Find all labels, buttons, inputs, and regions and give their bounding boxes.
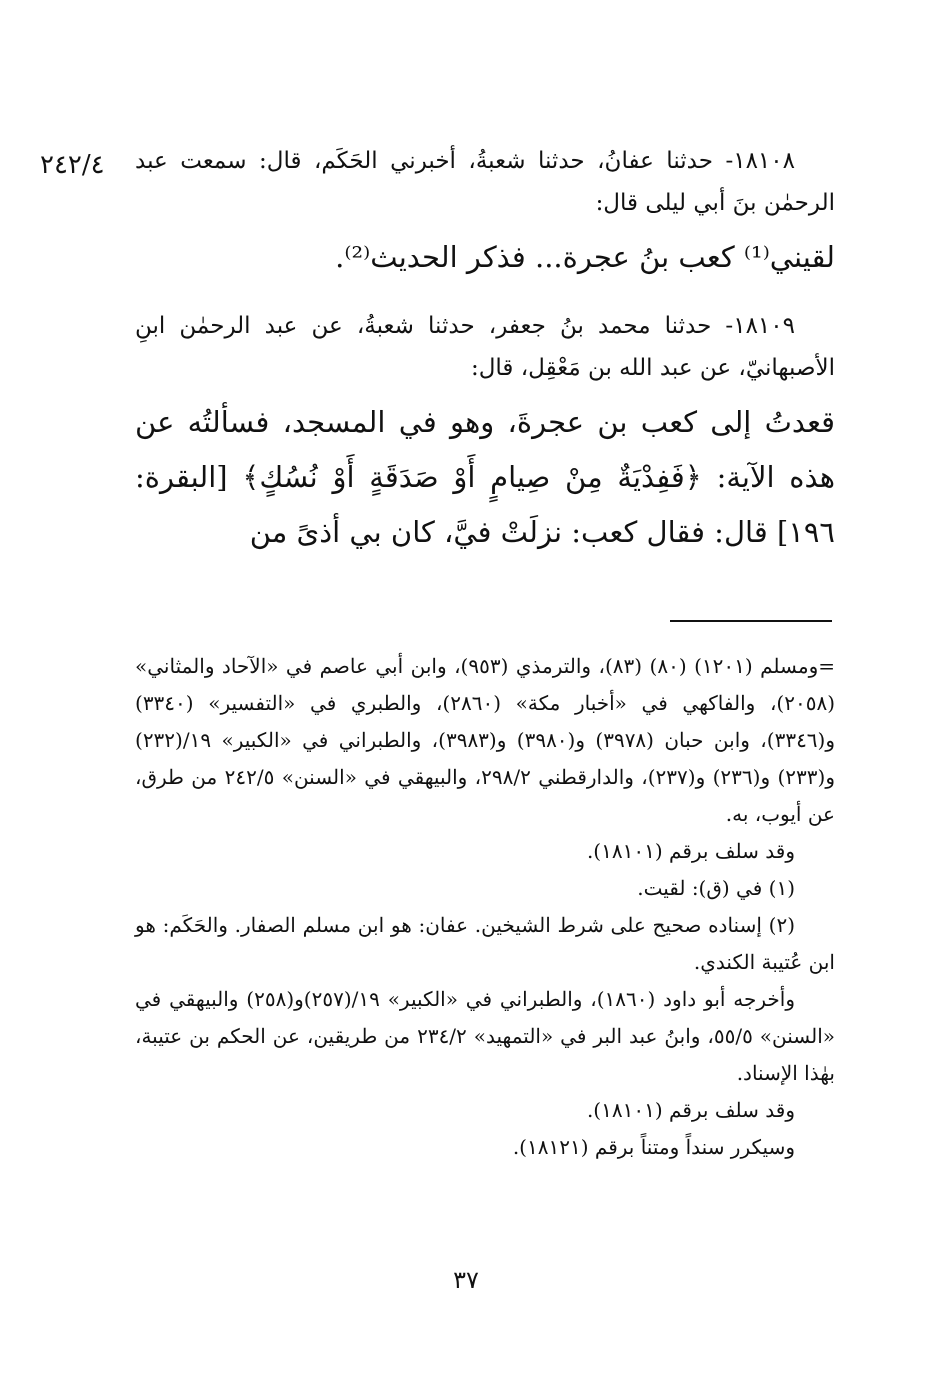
margin-reference: ٢٤٢/٤ xyxy=(40,150,105,180)
footnote-separator xyxy=(670,620,832,622)
hadith-18109-matn xyxy=(135,395,835,560)
hadith-18108-matn: لقيني⁽¹⁾ كعب بنُ عجرة... فذكر الحديث⁽²⁾. xyxy=(335,240,835,274)
footnote-2-prev-reference: وقد سلف برقم (١٨١٠١). xyxy=(586,1098,795,1122)
footnote-2-repeat-reference: وسيكرر سنداً ومتناً برقم (١٨١٢١). xyxy=(512,1135,795,1159)
footnotes xyxy=(135,648,835,1166)
footnote-prev-reference: وقد سلف برقم (١٨١٠١). xyxy=(586,839,795,863)
footnote-continuation: =ومسلم (١٢٠١) (٨٠) (٨٣)، والترمذي (٩٥٣)، وابن أبي عاصم في «الآحاد والمثاني» (٢٠٥٨)، والفاكهي في «أخبار مكة» (٢٨٦٠)، والطبري في «التفسير» (٣٣٤٠) و(٣٣٤٦)، وابن حبان (٣٩٧٨) و(٣٩٨٠) و(٣٩٨٣)، والطبراني في «الكبير» ١٩/(٢٣٢) و(٢٣٣) و(٢٣٦) و(٢٣٧)، والدارقطني ٢٩٨/٢، والبيهقي في «السنن» ٢٤٢/٥ من طرق، عن أيوب، به. xyxy=(135,654,836,826)
main-text xyxy=(135,140,835,578)
page-number: ٣٧ xyxy=(453,1266,479,1294)
hadith-18108-chain: ١٨١٠٨- حدثنا عفانُ، حدثنا شعبةُ، أخبرني الحَكَم، قال: سمعت عبد الرحمٰن بنَ أبي ليلى قال: xyxy=(135,148,835,216)
footnote-2-takhrij: وأخرجه أبو داود (١٨٦٠)، والطبراني في «الكبير» ١٩/(٢٥٧)و(٢٥٨) والبيهقي في «السنن» ٥٥/٥، وابنُ عبد البر في «التمهيد» ٢٣٤/٢ من طريقين، عن الحكم بن عتيبة، بهٰذا الإسناد. xyxy=(135,987,836,1085)
quran-verse: ﴿فَفِدْيَةٌ مِنْ صِيامٍ أَوْ صَدَقَةٍ أَوْ نُسُكٍ﴾ xyxy=(242,460,702,494)
footnote-1: (١) في (ق): لقيت. xyxy=(637,876,795,900)
matn-after-verse: [البقرة: ١٩٦] قال: فقال كعب: نزلَتْ فيَّ، كان بي أذىً من xyxy=(135,460,835,549)
matn-before-verse: قعدتُ إلى كعب بن عجرةَ، وهو في المسجد، فسألتُه عن هذه الآية: xyxy=(135,405,836,494)
hadith-18109-chain: ١٨١٠٩- حدثنا محمد بنُ جعفر، حدثنا شعبةُ، عن عبد الرحمٰن ابنِ الأصبهانيّ، عن عبد الله بن مَعْقِل، قال: xyxy=(135,313,835,381)
footnote-2: (٢) إسناده صحيح على شرط الشيخين. عفان: هو ابن مسلم الصفار. والحَكَم: هو ابن عُتيبة الكندي. xyxy=(135,913,835,974)
